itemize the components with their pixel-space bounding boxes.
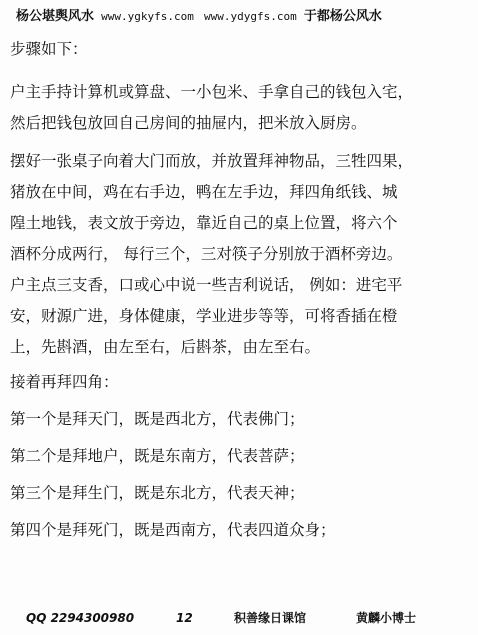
text-line: 第一个是拜天门，既是西北方，代表佛门； [10,410,305,428]
text-line: 摆好一张桌子向着大门而放，并放置拜神物品，三牲四果， [10,152,414,170]
footer-book-title: 积善缘日课馆 [234,611,307,625]
text-line: 猪放在中间，鸡在右手边，鸭在左手边，拜四角纸钱、城 [10,183,398,201]
text-line: 户主点三支香，口或心中说一些吉利说话， 例如：进宅平 [10,276,403,294]
text-line: 第三个是拜生门，既是东北方，代表天神； [10,484,305,502]
text-line: 安，财源广进，身体健康，学业进步等等，可将香插在橙 [10,307,398,325]
header-url-2: www.ydygfs.com [204,10,297,23]
text-line: 第二个是拜地户，既是东南方，代表菩萨； [10,447,305,465]
header-right-title: 于都杨公风水 [303,9,382,24]
text-line: 接着再拜四角： [10,373,119,391]
footer-qq: QQ 2294300980 [26,611,135,625]
text-line: 步骤如下： [10,40,88,58]
page-number: 12 [176,611,193,625]
header-left-title: 杨公堪舆风水 [16,9,95,24]
text-line [10,65,472,77]
text-line: 然后把钱包放回自己房间的抽屉内，把米放入厨房。 [10,114,367,132]
text-line: 户主手持计算机或算盘、一小包米、手拿自己的钱包入宅， [10,83,414,101]
text-line: 第四个是拜死门，既是西南方，代表四道众身； [10,521,336,539]
text-line: 上，先斟酒，由左至右，后斟茶，由左至右。 [10,338,321,356]
page-header [16,7,466,27]
footer-author: 黄麟小博士 [356,611,417,625]
page-footer [26,608,466,628]
header-url-1: www.ygkyfs.com [101,10,194,23]
text-line: 隍土地钱，表文放于旁边，靠近自己的桌上位置，将六个 [10,214,398,232]
body-text [10,34,472,546]
text-line: 酒杯分成两行， 每行三个，三对筷子分别放于酒杯旁边。 [10,245,403,263]
